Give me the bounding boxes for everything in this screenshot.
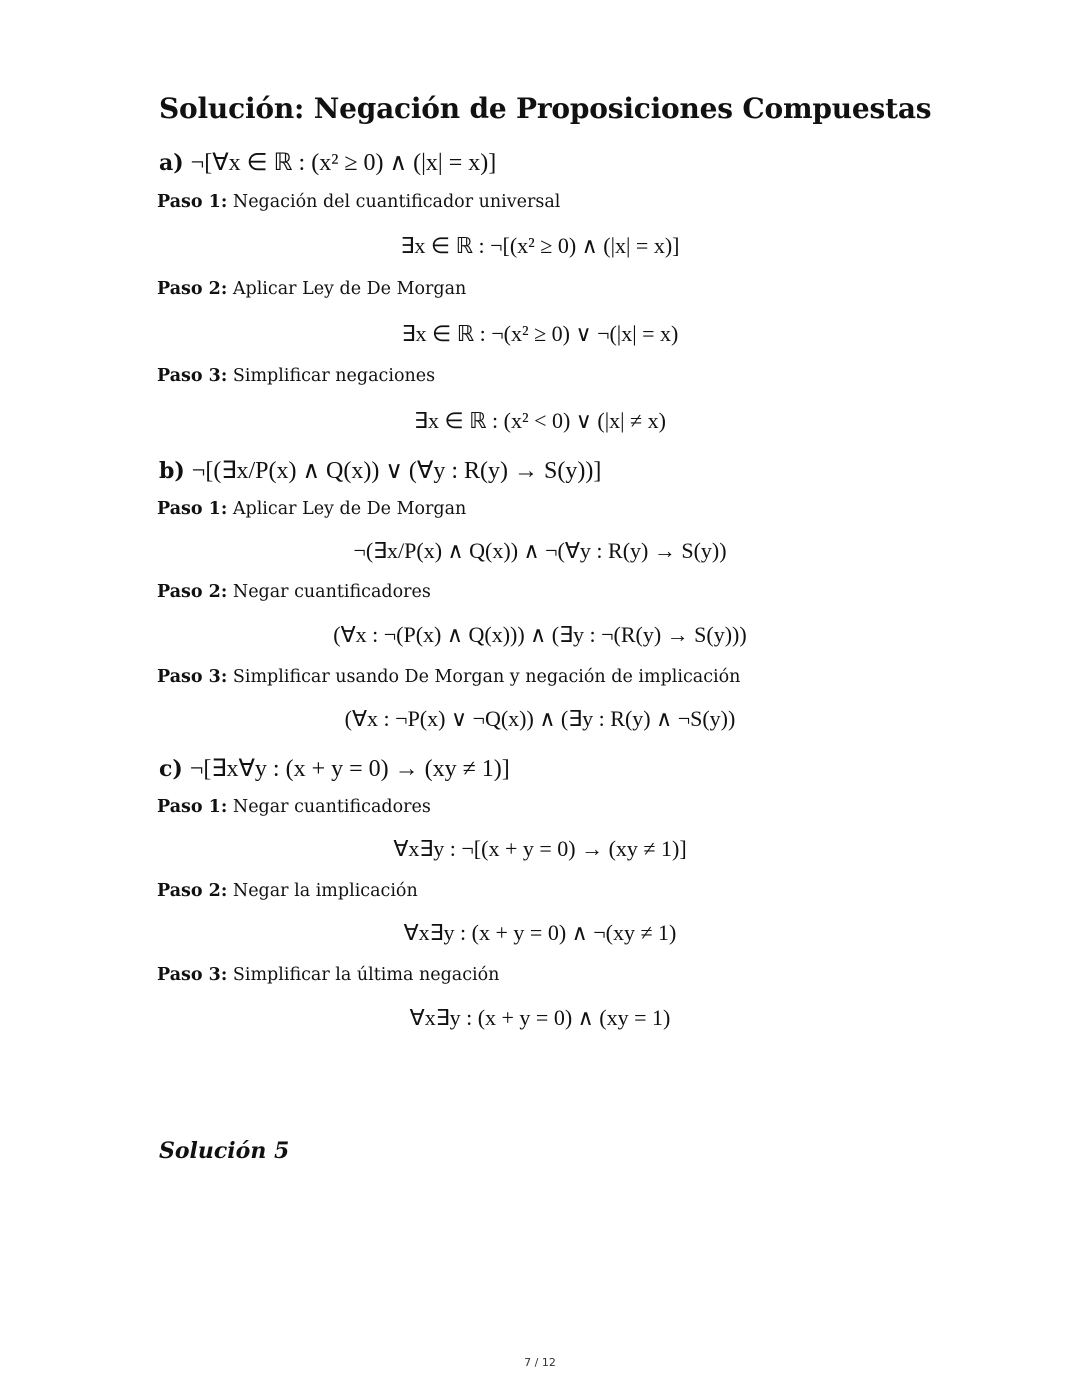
section-label: b) bbox=[159, 458, 185, 484]
math-c2 bbox=[0, 920, 1080, 946]
step-label: Paso 3: bbox=[157, 667, 228, 687]
math-expression: ¬(∃x/P(x) ∧ Q(x)) ∧ ¬(∀y : R(y) → S(y)) bbox=[353, 538, 727, 563]
next-solution-heading: Solución 5 bbox=[159, 1138, 290, 1164]
step-text: Negar la implicación bbox=[232, 881, 418, 901]
math-expression: ∀x∃y : ¬[(x + y = 0) → (xy ≠ 1)] bbox=[393, 836, 687, 861]
step-label: Paso 1: bbox=[157, 797, 228, 817]
math-a1 bbox=[0, 233, 1080, 259]
step-text: Simplificar negaciones bbox=[232, 366, 436, 386]
step-label: Paso 2: bbox=[157, 582, 228, 602]
math-expression: ∃x ∈ ℝ : ¬[(x² ≥ 0) ∧ (|x| = x)] bbox=[400, 233, 680, 258]
math-b2 bbox=[0, 622, 1080, 648]
math-expression: (∀x : ¬(P(x) ∧ Q(x))) ∧ (∃y : ¬(R(y) → S(y))) bbox=[333, 622, 747, 647]
step-text: Simplificar la última negación bbox=[232, 965, 500, 985]
math-expression: ∀x∃y : (x + y = 0) ∧ (xy = 1) bbox=[409, 1005, 671, 1030]
step-b2 bbox=[157, 582, 431, 602]
math-b1 bbox=[0, 538, 1080, 564]
step-c1 bbox=[157, 797, 431, 817]
section-a-heading bbox=[159, 148, 496, 177]
math-expression: ∃x ∈ ℝ : (x² < 0) ∨ (|x| ≠ x) bbox=[414, 408, 666, 433]
math-c1 bbox=[0, 836, 1080, 862]
section-b-heading bbox=[159, 456, 601, 485]
section-expression: ¬[∃x∀y : (x + y = 0) → (xy ≠ 1)] bbox=[189, 756, 510, 782]
step-text: Aplicar Ley de De Morgan bbox=[232, 279, 467, 299]
math-c3 bbox=[0, 1005, 1080, 1031]
step-label: Paso 1: bbox=[157, 192, 228, 212]
step-label: Paso 1: bbox=[157, 499, 228, 519]
step-text: Simplificar usando De Morgan y negación de implicación bbox=[232, 667, 741, 687]
step-b1 bbox=[157, 499, 466, 519]
math-expression: ∃x ∈ ℝ : ¬(x² ≥ 0) ∨ ¬(|x| = x) bbox=[401, 321, 679, 346]
step-label: Paso 2: bbox=[157, 881, 228, 901]
page-title: Solución: Negación de Proposiciones Compuestas bbox=[159, 92, 932, 125]
section-label: c) bbox=[159, 756, 183, 782]
math-a3 bbox=[0, 408, 1080, 434]
section-label: a) bbox=[159, 150, 184, 176]
section-expression: ¬[(∃x/P(x) ∧ Q(x)) ∨ (∀y : R(y) → S(y))] bbox=[191, 458, 602, 484]
section-c-heading bbox=[159, 754, 510, 783]
math-expression: ∀x∃y : (x + y = 0) ∧ ¬(xy ≠ 1) bbox=[403, 920, 677, 945]
step-label: Paso 3: bbox=[157, 965, 228, 985]
math-b3 bbox=[0, 706, 1080, 732]
step-c2 bbox=[157, 881, 418, 901]
page-number: 7 / 12 bbox=[524, 1356, 556, 1369]
section-expression: ¬[∀x ∈ ℝ : (x² ≥ 0) ∧ (|x| = x)] bbox=[190, 150, 497, 176]
step-a3 bbox=[157, 366, 435, 386]
step-text: Negar cuantificadores bbox=[232, 797, 431, 817]
step-text: Negar cuantificadores bbox=[232, 582, 431, 602]
step-b3 bbox=[157, 667, 740, 687]
step-text: Aplicar Ley de De Morgan bbox=[232, 499, 467, 519]
step-c3 bbox=[157, 965, 499, 985]
step-a1 bbox=[157, 192, 560, 212]
math-expression: (∀x : ¬P(x) ∨ ¬Q(x)) ∧ (∃y : R(y) ∧ ¬S(y)) bbox=[344, 706, 736, 731]
step-text: Negación del cuantificador universal bbox=[232, 192, 561, 212]
step-label: Paso 3: bbox=[157, 366, 228, 386]
math-a2 bbox=[0, 321, 1080, 347]
step-label: Paso 2: bbox=[157, 279, 228, 299]
step-a2 bbox=[157, 279, 466, 299]
